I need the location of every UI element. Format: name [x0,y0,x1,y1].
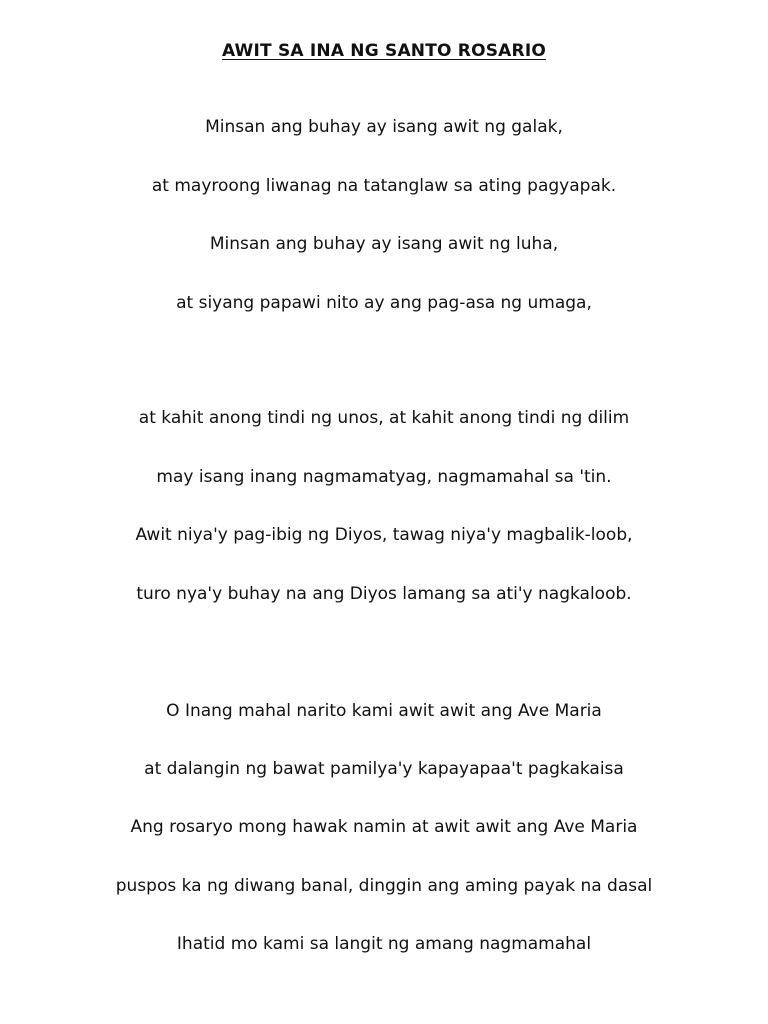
stanza-2-line-3: Awit niya'y pag-ibig ng Diyos, tawag niya'y magbalik-loob, [135,525,633,545]
stanza-1-line-2: at mayroong liwanag na tatanglaw sa ating pagyapak. [151,176,617,196]
stanza-1-line-4: at siyang papawi nito ay ang pag-asa ng umaga, [176,293,592,313]
stanza-2-line-1: at kahit anong tindi ng unos, at kahit anong tindi ng dilim [138,408,630,428]
stanza-1-line-1: Minsan ang buhay ay isang awit ng galak, [205,117,563,137]
song-title: AWIT SA INA NG SANTO ROSARIO [221,41,547,61]
stanza-3-line-1: O Inang mahal narito kami awit awit ang Ave Maria [166,701,602,721]
stanza-3-line-2: at dalangin ng bawat pamilya'y kapayapaa't pagkakaisa [144,759,624,779]
stanza-1-line-3: Minsan ang buhay ay isang awit ng luha, [209,234,559,254]
stanza-2-line-2: may isang inang nagmamatyag, nagmamahal sa 'tin. [156,467,612,487]
stanza-3-line-5: Ihatid mo kami sa langit ng amang nagmamahal [176,934,592,954]
stanza-2-line-4: turo nya'y buhay na ang Diyos lamang sa ati'y nagkaloob. [136,584,632,604]
stanza-3-line-4: puspos ka ng diwang banal, dinggin ang aming payak na dasal [115,876,653,896]
stanza-3-line-3: Ang rosaryo mong hawak namin at awit awit ang Ave Maria [130,817,638,837]
